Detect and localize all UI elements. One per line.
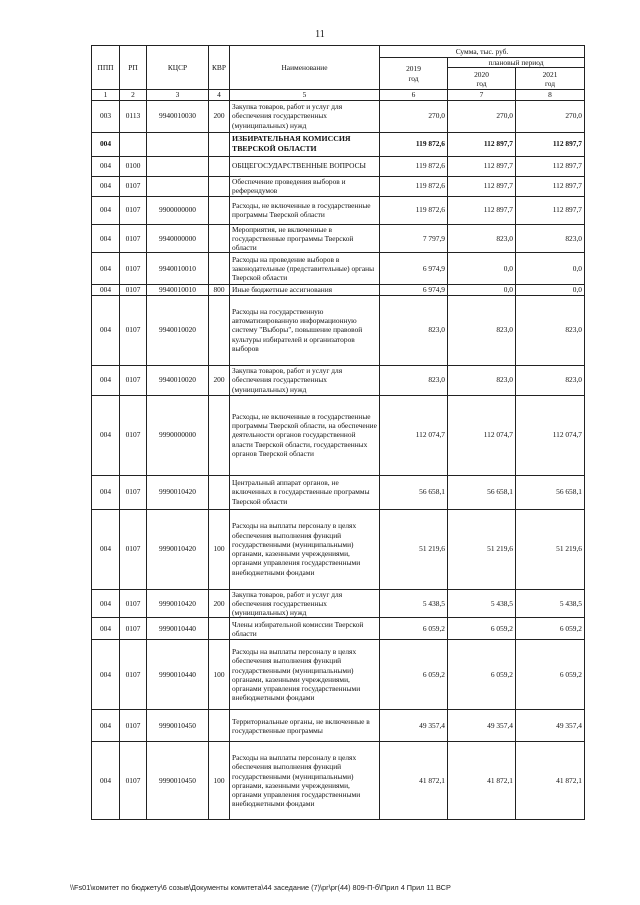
table-row — [92, 176, 585, 196]
table-row — [92, 618, 585, 640]
col-header-ppp: ППП — [92, 46, 120, 90]
name-cell: Мероприятия, не включенные в государственные программы Тверской области — [230, 224, 380, 253]
amount-2019-cell: 119 872,6 — [380, 156, 448, 176]
name-cell: Закупка товаров, работ и услуг для обеспечения государственных (муниципальных) нужд — [230, 365, 380, 395]
column-index: 3 — [147, 90, 209, 100]
rp-cell: 0107 — [120, 285, 147, 295]
kcsr-cell: 9940010010 — [147, 253, 209, 285]
year-2020: 2020 — [474, 69, 489, 79]
amount-2019-cell: 823,0 — [380, 365, 448, 395]
year-word: год — [408, 73, 419, 83]
year-2019: 2019 — [406, 64, 421, 74]
kcsr-cell: 9940010020 — [147, 365, 209, 395]
ppp-cell: 004 — [92, 224, 120, 253]
kvr-cell — [209, 156, 230, 176]
kvr-cell: 100 — [209, 640, 230, 710]
amount-2020-cell: 6 059,2 — [448, 640, 516, 710]
table-row — [92, 589, 585, 618]
kcsr-cell — [147, 132, 209, 156]
amount-2021-cell: 823,0 — [516, 224, 585, 253]
name-cell: Обеспечение проведения выборов и референдумов — [230, 176, 380, 196]
amount-2020-cell: 112 897,7 — [448, 156, 516, 176]
ppp-cell: 004 — [92, 295, 120, 365]
kvr-cell: 200 — [209, 100, 230, 132]
amount-2021-cell: 6 059,2 — [516, 640, 585, 710]
ppp-cell: 004 — [92, 156, 120, 176]
planned-period-caption: плановый период — [448, 58, 585, 68]
ppp-cell: 004 — [92, 509, 120, 589]
amount-2020-cell: 0,0 — [448, 253, 516, 285]
table-row — [92, 253, 585, 285]
kvr-cell — [209, 295, 230, 365]
kcsr-cell: 9900000000 — [147, 196, 209, 224]
file-path-footer: \\Fs01\комитет по бюджету\6 созыв\Документы комитета\44 заседание (7)\рг\рг(44) 809-П-б\Прил 4 Прил 11 ВСР — [70, 883, 451, 892]
table-body — [92, 100, 585, 820]
amount-2019-cell: 6 974,9 — [380, 253, 448, 285]
amount-2020-cell: 823,0 — [448, 224, 516, 253]
kvr-cell — [209, 475, 230, 509]
rp-cell: 0107 — [120, 395, 147, 475]
kvr-cell — [209, 176, 230, 196]
amount-2021-cell: 41 872,1 — [516, 742, 585, 820]
name-cell: Территориальные органы, не включенные в государственные программы — [230, 710, 380, 742]
ppp-cell: 004 — [92, 710, 120, 742]
amount-2021-cell: 112 897,7 — [516, 156, 585, 176]
amount-2021-cell: 112 897,7 — [516, 176, 585, 196]
year-2021: 2021 — [542, 69, 558, 79]
kcsr-cell: 9990010420 — [147, 475, 209, 509]
amount-2020-cell: 49 357,4 — [448, 710, 516, 742]
amount-2019-cell: 6 059,2 — [380, 618, 448, 640]
rp-cell: 0107 — [120, 295, 147, 365]
amount-2019-cell: 56 658,1 — [380, 475, 448, 509]
rp-cell: 0107 — [120, 618, 147, 640]
kvr-cell — [209, 395, 230, 475]
rp-cell: 0100 — [120, 156, 147, 176]
rp-cell: 0107 — [120, 509, 147, 589]
column-index-row — [92, 90, 585, 100]
amount-2019-cell: 5 438,5 — [380, 589, 448, 618]
amount-2019-cell: 41 872,1 — [380, 742, 448, 820]
kvr-cell: 200 — [209, 589, 230, 618]
sum-caption: Сумма, тыс. руб. — [380, 46, 585, 58]
amount-2021-cell: 5 438,5 — [516, 589, 585, 618]
col-header-kvr: КВР — [209, 46, 230, 90]
table-row — [92, 285, 585, 295]
kvr-cell — [209, 710, 230, 742]
amount-2019-cell: 270,0 — [380, 100, 448, 132]
table-row — [92, 100, 585, 132]
table-row — [92, 710, 585, 742]
table-row — [92, 640, 585, 710]
amount-2020-cell: 6 059,2 — [448, 618, 516, 640]
kcsr-cell: 9990000000 — [147, 395, 209, 475]
kcsr-cell: 9990010420 — [147, 589, 209, 618]
table-row — [92, 132, 585, 156]
table-header — [92, 46, 585, 101]
kvr-cell: 100 — [209, 509, 230, 589]
kvr-cell — [209, 132, 230, 156]
name-cell: Закупка товаров, работ и услуг для обеспечения государственных (муниципальных) нужд — [230, 589, 380, 618]
amount-2019-cell: 6 974,9 — [380, 285, 448, 295]
kcsr-cell — [147, 156, 209, 176]
kvr-cell — [209, 224, 230, 253]
amount-2019-cell: 119 872,6 — [380, 176, 448, 196]
amount-2021-cell: 112 897,7 — [516, 196, 585, 224]
table-row — [92, 224, 585, 253]
column-index: 5 — [230, 90, 380, 100]
rp-cell: 0107 — [120, 742, 147, 820]
kvr-cell — [209, 196, 230, 224]
amount-2021-cell: 112 074,7 — [516, 395, 585, 475]
kcsr-cell: 9940000000 — [147, 224, 209, 253]
ppp-cell: 003 — [92, 100, 120, 132]
kcsr-cell: 9940010020 — [147, 295, 209, 365]
amount-2021-cell: 823,0 — [516, 365, 585, 395]
name-cell: Расходы на выплаты персоналу в целях обеспечения выполнения функций государственными (муниципальными) органами, казенными учреждениями, органами управления государственными внебюджетными фондами — [230, 509, 380, 589]
kvr-cell: 200 — [209, 365, 230, 395]
amount-2021-cell: 51 219,6 — [516, 509, 585, 589]
amount-2019-cell: 6 059,2 — [380, 640, 448, 710]
amount-2020-cell: 270,0 — [448, 100, 516, 132]
kvr-cell — [209, 618, 230, 640]
amount-2021-cell: 0,0 — [516, 285, 585, 295]
table-row — [92, 742, 585, 820]
col-header-rp: РП — [120, 46, 147, 90]
table-row — [92, 156, 585, 176]
amount-2021-cell: 270,0 — [516, 100, 585, 132]
name-cell: Члены избирательной комиссии Тверской области — [230, 618, 380, 640]
name-cell: Расходы, не включенные в государственные программы Тверской области, на обеспечение деятельности органов государственной власти Тверской области, государственных органов Тверской области — [230, 395, 380, 475]
table-row — [92, 295, 585, 365]
name-cell: Расходы на проведение выборов в законодательные (представительные) органы Тверской области — [230, 253, 380, 285]
amount-2021-cell: 56 658,1 — [516, 475, 585, 509]
kvr-cell: 800 — [209, 285, 230, 295]
amount-2020-cell: 41 872,1 — [448, 742, 516, 820]
ppp-cell: 004 — [92, 395, 120, 475]
table-row — [92, 475, 585, 509]
rp-cell — [120, 132, 147, 156]
ppp-cell: 004 — [92, 589, 120, 618]
name-cell: Закупка товаров, работ и услуг для обеспечения государственных (муниципальных) нужд — [230, 100, 380, 132]
col-header-2020 — [448, 68, 516, 90]
column-index: 8 — [516, 90, 585, 100]
rp-cell: 0107 — [120, 196, 147, 224]
name-cell: ИЗБИРАТЕЛЬНАЯ КОМИССИЯ ТВЕРСКОЙ ОБЛАСТИ — [230, 132, 380, 156]
rp-cell: 0107 — [120, 710, 147, 742]
amount-2020-cell: 51 219,6 — [448, 509, 516, 589]
amount-2019-cell: 112 074,7 — [380, 395, 448, 475]
ppp-cell: 004 — [92, 285, 120, 295]
ppp-cell: 004 — [92, 253, 120, 285]
amount-2021-cell: 823,0 — [516, 295, 585, 365]
ppp-cell: 004 — [92, 618, 120, 640]
column-index: 2 — [120, 90, 147, 100]
rp-cell: 0107 — [120, 176, 147, 196]
year-word: год — [544, 78, 556, 88]
kcsr-cell: 9990010450 — [147, 742, 209, 820]
rp-cell: 0107 — [120, 475, 147, 509]
kvr-cell: 100 — [209, 742, 230, 820]
column-index: 1 — [92, 90, 120, 100]
ppp-cell: 004 — [92, 132, 120, 156]
name-cell: Расходы на выплаты персоналу в целях обеспечения выполнения функций государственными (муниципальными) органами, казенными учреждениями, органами управления государственными внебюджетными фондами — [230, 640, 380, 710]
kvr-cell — [209, 253, 230, 285]
column-index: 6 — [380, 90, 448, 100]
amount-2021-cell: 49 357,4 — [516, 710, 585, 742]
amount-2021-cell: 6 059,2 — [516, 618, 585, 640]
col-header-2019 — [380, 58, 448, 90]
amount-2021-cell: 0,0 — [516, 253, 585, 285]
table-row — [92, 365, 585, 395]
kcsr-cell — [147, 176, 209, 196]
rp-cell: 0107 — [120, 589, 147, 618]
amount-2020-cell: 112 074,7 — [448, 395, 516, 475]
table-row — [92, 395, 585, 475]
name-cell: Иные бюджетные ассигнования — [230, 285, 380, 295]
ppp-cell: 004 — [92, 742, 120, 820]
amount-2020-cell: 112 897,7 — [448, 132, 516, 156]
amount-2019-cell: 49 357,4 — [380, 710, 448, 742]
amount-2020-cell: 112 897,7 — [448, 176, 516, 196]
amount-2019-cell: 51 219,6 — [380, 509, 448, 589]
amount-2019-cell: 119 872,6 — [380, 196, 448, 224]
budget-table — [91, 45, 585, 820]
kcsr-cell: 9990010440 — [147, 618, 209, 640]
col-header-2021 — [516, 68, 585, 90]
column-index: 7 — [448, 90, 516, 100]
ppp-cell: 004 — [92, 365, 120, 395]
name-cell: ОБЩЕГОСУДАРСТВЕННЫЕ ВОПРОСЫ — [230, 156, 380, 176]
amount-2020-cell: 112 897,7 — [448, 196, 516, 224]
amount-2019-cell: 7 797,9 — [380, 224, 448, 253]
col-header-name: Наименование — [230, 46, 380, 90]
amount-2019-cell: 119 872,6 — [380, 132, 448, 156]
kcsr-cell: 9990010420 — [147, 509, 209, 589]
ppp-cell: 004 — [92, 640, 120, 710]
amount-2020-cell: 823,0 — [448, 295, 516, 365]
rp-cell: 0107 — [120, 365, 147, 395]
rp-cell: 0113 — [120, 100, 147, 132]
name-cell: Расходы на выплаты персоналу в целях обеспечения выполнения функций государственными (муниципальными) органами, казенными учреждениями, органами управления государственными внебюджетными фондами — [230, 742, 380, 820]
rp-cell: 0107 — [120, 253, 147, 285]
name-cell: Расходы, не включенные в государственные программы Тверской области — [230, 196, 380, 224]
amount-2019-cell: 823,0 — [380, 295, 448, 365]
table-row — [92, 509, 585, 589]
amount-2020-cell: 823,0 — [448, 365, 516, 395]
column-index: 4 — [209, 90, 230, 100]
name-cell: Расходы на государственную автоматизированную информационную систему "Выборы", повышение правовой культуры избирателей и организаторов выборов — [230, 295, 380, 365]
amount-2021-cell: 112 897,7 — [516, 132, 585, 156]
year-word: год — [476, 78, 487, 88]
col-header-kcsr: КЦСР — [147, 46, 209, 90]
amount-2020-cell: 0,0 — [448, 285, 516, 295]
name-cell: Центральный аппарат органов, не включенных в государственные программы Тверской области — [230, 475, 380, 509]
kcsr-cell: 9990010440 — [147, 640, 209, 710]
ppp-cell: 004 — [92, 196, 120, 224]
table-row — [92, 196, 585, 224]
amount-2020-cell: 5 438,5 — [448, 589, 516, 618]
ppp-cell: 004 — [92, 475, 120, 509]
kcsr-cell: 9940010030 — [147, 100, 209, 132]
page-number: 11 — [315, 29, 325, 40]
ppp-cell: 004 — [92, 176, 120, 196]
rp-cell: 0107 — [120, 224, 147, 253]
kcsr-cell: 9940010010 — [147, 285, 209, 295]
amount-2020-cell: 56 658,1 — [448, 475, 516, 509]
rp-cell: 0107 — [120, 640, 147, 710]
kcsr-cell: 9990010450 — [147, 710, 209, 742]
